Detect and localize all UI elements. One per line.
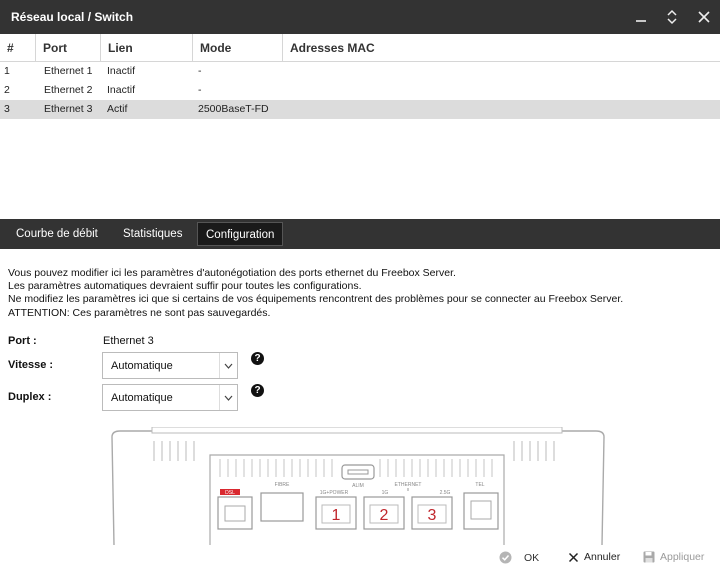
apply-label: Appliquer xyxy=(660,551,705,563)
info-text xyxy=(8,267,623,320)
row-number: 1 xyxy=(4,65,10,77)
tel-label: TEL xyxy=(475,482,485,488)
maximize-button[interactable] xyxy=(660,6,684,28)
ok-label: OK xyxy=(524,551,540,564)
vitesse-label: Vitesse : xyxy=(8,359,54,371)
duplex-select[interactable] xyxy=(102,384,238,411)
vitesse-selected-value: Automatique xyxy=(111,360,173,372)
tab-statistiques[interactable]: Statistiques xyxy=(123,228,183,240)
column-header-mode[interactable]: Mode xyxy=(193,34,283,62)
dsl-label: DSL xyxy=(225,490,235,496)
expand-collapse-icon xyxy=(665,9,679,25)
help-icon[interactable]: ? xyxy=(251,352,264,365)
column-header-port[interactable]: Port xyxy=(36,34,101,62)
chevron-down-icon xyxy=(219,353,237,378)
row-port: Ethernet 3 xyxy=(44,103,93,115)
row-mode: 2500BaseT-FD xyxy=(198,103,269,115)
info-line: Vous pouvez modifier ici les paramètres d'autonégotiation des ports ethernet du Freebox Server. xyxy=(8,267,456,279)
column-header-mac[interactable]: Adresses MAC xyxy=(290,41,375,55)
cancel-button[interactable] xyxy=(568,551,620,563)
duplex-label: Duplex : xyxy=(8,391,52,403)
port-value: Ethernet 3 xyxy=(103,335,154,347)
window-title: Réseau local / Switch xyxy=(11,10,134,24)
tab-configuration[interactable]: Configuration xyxy=(197,222,283,246)
row-lien: Inactif xyxy=(107,65,136,77)
row-lien: Inactif xyxy=(107,84,136,96)
freebox-server-back-panel xyxy=(108,427,608,547)
port-label: Port : xyxy=(8,335,37,347)
check-circle-icon xyxy=(499,551,512,564)
row-number: 3 xyxy=(4,103,10,115)
row-mode: - xyxy=(198,65,202,77)
info-line: Ne modifiez les paramètres ici que si certains de vos équipements rencontrent des problèmes pour se connecter au Freebox Server. xyxy=(8,293,624,306)
row-lien: Actif xyxy=(107,103,128,115)
row-mode: - xyxy=(198,84,202,96)
chevron-down-icon xyxy=(219,385,237,410)
ethernet-label: ETHERNET xyxy=(394,482,422,488)
cancel-label: Annuler xyxy=(584,551,621,563)
row-port: Ethernet 2 xyxy=(44,84,93,96)
help-icon[interactable]: ? xyxy=(251,384,264,397)
table-row[interactable] xyxy=(0,62,720,81)
ok-button[interactable] xyxy=(499,551,539,564)
table-row-selected[interactable] xyxy=(0,100,720,119)
info-line: Les paramètres automatiques devraient suffir pour toutes les configurations. xyxy=(8,280,362,293)
port-2-number: 2 xyxy=(379,507,389,524)
fibre-label: FIBRE xyxy=(274,482,290,488)
port-3-number: 3 xyxy=(427,507,437,524)
x-icon xyxy=(568,552,579,563)
title-bar xyxy=(0,0,720,34)
table-row[interactable] xyxy=(0,81,720,100)
column-header-lien[interactable]: Lien xyxy=(101,34,193,62)
minimize-button[interactable] xyxy=(629,6,653,28)
row-port: Ethernet 1 xyxy=(44,65,93,77)
vitesse-select[interactable] xyxy=(102,352,238,379)
floppy-disk-icon xyxy=(643,551,655,563)
close-button[interactable] xyxy=(692,6,716,28)
row-number: 2 xyxy=(4,84,10,96)
port-1-number: 1 xyxy=(331,507,341,524)
1g-label: 1G xyxy=(381,490,389,496)
tab-bar xyxy=(0,219,720,249)
alim-label: ALIM xyxy=(352,483,364,489)
2.5g-label: 2.5G xyxy=(439,490,451,496)
apply-button[interactable] xyxy=(643,551,704,563)
close-icon xyxy=(697,10,711,24)
tab-courbe-de-debit[interactable]: Courbe de débit xyxy=(16,228,98,240)
table-header xyxy=(0,34,720,62)
column-header-num[interactable]: # xyxy=(0,34,36,62)
duplex-selected-value: Automatique xyxy=(111,392,173,404)
power-label: 1G+POWER xyxy=(319,490,349,496)
minimize-icon xyxy=(634,10,648,24)
info-line: ATTENTION: Ces paramètres ne sont pas sauvegardés. xyxy=(8,306,271,319)
